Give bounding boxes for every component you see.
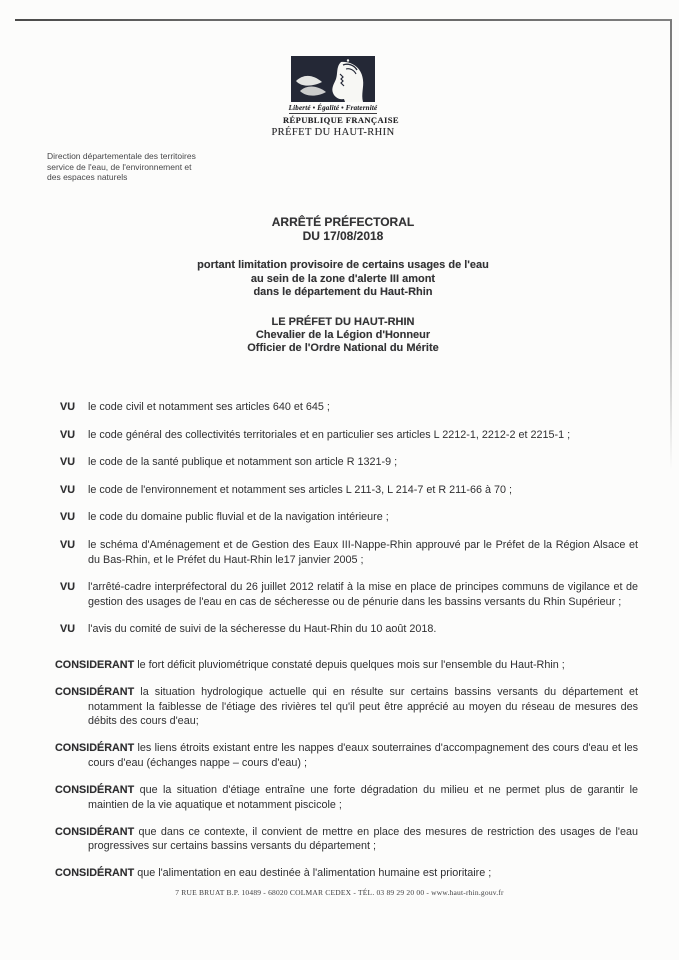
vu-label: VU	[60, 581, 75, 594]
considerant-item	[55, 658, 638, 673]
vu-text: le code de l'environnement et notamment ses articles L 211-3, L 214-7 et R 211-66 à 70 ;	[88, 483, 512, 496]
considerant-label: CONSIDÉRANT	[55, 867, 135, 880]
vu-item	[60, 580, 638, 609]
considerant-item	[55, 783, 638, 812]
vu-text: le code général des collectivités territoriales et en particulier ses articles L 2212-1, 2212-2 et 2215-1 ;	[88, 428, 571, 441]
considerant-item	[55, 741, 638, 770]
authority-line-2: Chevalier de la Légion d'Honneur	[255, 329, 431, 341]
sender-line-3: des espaces naturels	[47, 172, 128, 182]
vu-item	[60, 428, 638, 443]
footer-address: 7 RUE BRUAT B.P. 10489 - 68020 COLMAR CEDEX - TÉL. 03 89 29 20 00 - www.haut-rhin.gouv.fr	[175, 888, 504, 897]
sender-line-1: Direction départementale des territoires	[47, 151, 196, 161]
marianne-logo-icon	[291, 56, 375, 102]
considerant-label: CONSIDÉRANT	[55, 825, 135, 838]
authority-line-3: Officier de l'Ordre National du Mérite	[247, 342, 439, 354]
sender-line-2: service de l'eau, de l'environnement et	[47, 161, 192, 172]
vu-label: VU	[60, 511, 75, 524]
vu-item	[60, 538, 638, 567]
vu-text: le schéma d'Aménagement et de Gestion des Eaux III-Nappe-Rhin approuvé par le Préfet de la Région Alsace et du Bas-Rhin, et le Préfet du Haut-Rhin le17 janvier 2005 ;	[88, 538, 638, 566]
issuing-authority	[47, 316, 639, 355]
document-title	[47, 215, 639, 243]
considerant-text: que l'alimentation en eau destinée à l'alimentation humaine est prioritaire ;	[137, 867, 492, 880]
considerant-text: que la situation d'étiage entraîne une forte dégradation du milieu et ne permet plus de garantir le maintien de la vie aquatique et notamment piscicole ;	[88, 784, 638, 811]
vu-label: VU	[60, 456, 75, 469]
vu-label: VU	[60, 428, 75, 441]
considerant-text: que dans ce contexte, il convient de mettre en place des mesures de restriction des usages de l'eau progressives sur certains bassins versants du département ;	[88, 825, 639, 853]
vu-item	[60, 400, 638, 415]
authority-line-1: LE PRÉFET DU HAUT-RHIN	[271, 316, 415, 328]
considerant-text: les liens étroits existant entre les nappes d'eaux souterraines d'accompagnement des cours d'eau et les cours d'eau (échanges nappe – cours d'eau) ;	[88, 742, 638, 769]
vu-item	[60, 483, 638, 498]
subject-line-3: dans le département du Haut-Rhin	[253, 286, 433, 298]
vu-label: VU	[60, 538, 75, 551]
considerant-label: CONSIDÉRANT	[55, 784, 135, 797]
vu-text: l'arrêté-cadre interpréfectoral du 26 juillet 2012 relatif à la mise en place de principes communs de vigilance et de gestion des usages de l'eau en cas de sécheresse ou de pénurie dans les bassins versants du Rhin Supérieur ;	[88, 581, 638, 608]
vu-item	[60, 455, 638, 470]
title-line-1: ARRÊTÉ PRÉFECTORAL	[271, 215, 415, 229]
logo-divider	[289, 113, 377, 114]
vu-label: VU	[60, 483, 75, 496]
title-line-2: DU 17/08/2018	[302, 229, 384, 243]
vu-item	[60, 510, 638, 525]
considerant-label: CONSIDÉRANT	[55, 686, 135, 699]
scan-artifact-right-line	[670, 20, 672, 470]
sender-service-block	[47, 151, 196, 183]
vu-label: VU	[60, 623, 75, 636]
subject-line-1: portant limitation provisoire de certains usages de l'eau	[197, 259, 489, 271]
vu-item	[60, 622, 638, 637]
prefet-du-haut-rhin-header: PRÉFET DU HAUT-RHIN	[271, 127, 395, 138]
logo-republic-label: RÉPUBLIQUE FRANÇAISE	[283, 115, 399, 125]
considerant-section	[55, 658, 638, 894]
document-subject	[47, 259, 639, 300]
republique-francaise-logo	[283, 56, 399, 125]
vu-label: VU	[60, 401, 75, 413]
considerant-item	[55, 866, 638, 881]
subject-line-2: au sein de la zone d'alerte III amont	[250, 272, 436, 285]
considerant-label: CONSIDERANT	[55, 659, 135, 671]
logo-motto: Liberté • Égalité • Fraternité	[288, 104, 378, 112]
vu-text: le code de la santé publique et notamment son article R 1321-9 ;	[88, 456, 398, 469]
vu-text: le code civil et notamment ses articles 640 et 645 ;	[88, 401, 330, 413]
vu-text: l'avis du comité de suivi de la sécheresse du Haut-Rhin du 10 août 2018.	[88, 623, 437, 636]
considerant-item	[55, 685, 638, 729]
vu-text: le code du domaine public fluvial et de la navigation intérieure ;	[88, 511, 389, 524]
considerant-text: la situation hydrologique actuelle qui en résulte sur certains bassins versants du département et notamment la faiblesse de l'étiage des rivières tel qu'il peut être apprécié au moyen du réseau de mesures des débits des cours d'eau;	[88, 686, 638, 728]
vu-section	[60, 400, 638, 650]
considerant-text: le fort déficit pluviométrique constaté depuis quelques mois sur l'ensemble du Haut-Rhin ;	[137, 659, 565, 671]
considerant-item	[55, 825, 638, 854]
considerant-label: CONSIDÉRANT	[55, 742, 135, 755]
scan-artifact-top-line	[15, 19, 672, 21]
